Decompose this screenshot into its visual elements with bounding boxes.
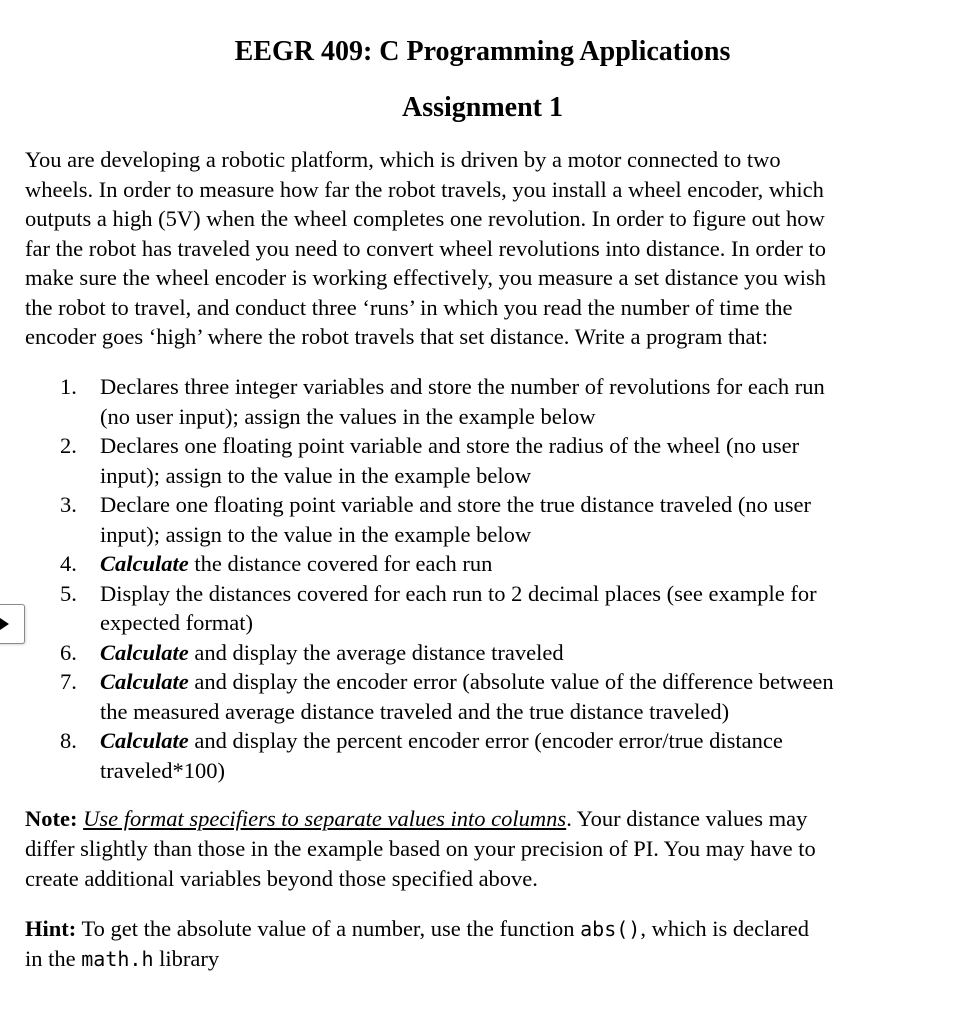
step-text: input); assign to the value in the example below <box>100 462 532 488</box>
note-label: Note: <box>25 806 78 831</box>
step-text-line <box>100 638 950 668</box>
step-text-line <box>100 726 950 756</box>
step-text-line <box>100 667 950 697</box>
play-arrow-icon <box>0 618 9 630</box>
step-number: 4. <box>60 551 77 576</box>
step-text: and display the average distance traveled <box>188 639 564 665</box>
step-text: Declares three integer variables and store the number of revolutions for each run <box>100 374 825 399</box>
requirements-list <box>0 372 950 785</box>
math-library-code: math.h <box>81 947 154 971</box>
list-item-step-5 <box>0 579 950 638</box>
hint-text: , which is declared <box>640 916 810 941</box>
document-title: EEGR 409: C Programming Applications <box>234 36 731 67</box>
step-text: the distance covered for each run <box>188 551 493 576</box>
hint-paragraph <box>25 914 950 974</box>
step-text: Display the distances covered for each run to 2 decimal places (see example for <box>100 580 817 606</box>
intro-line: You are developing a robotic platform, which is driven by a motor connected to two <box>25 147 781 172</box>
calculate-keyword: Calculate <box>100 551 189 576</box>
step-number: 3. <box>60 492 77 517</box>
step-number: 5. <box>60 580 77 606</box>
list-item-step-3 <box>0 490 950 549</box>
hint-text: To get the absolute value of a number, use the function <box>76 916 581 941</box>
step-text: expected format) <box>100 610 254 635</box>
intro-line: encoder goes ‘high’ where the robot travels that set distance. Write a program that: <box>25 324 768 349</box>
list-item-step-7 <box>0 667 950 726</box>
note-text: create additional variables beyond those specified above. <box>25 866 538 891</box>
calculate-keyword: Calculate <box>100 669 189 694</box>
intro-line: make sure the wheel encoder is working effectively, you measure a set distance you wish <box>25 265 826 290</box>
list-item-step-6 <box>0 638 950 668</box>
calculate-keyword: Calculate <box>100 728 189 753</box>
side-expand-tab[interactable] <box>0 604 25 644</box>
step-text: and display the encoder error (absolute value of the difference between <box>188 669 834 694</box>
hint-text: library <box>153 946 220 971</box>
list-item-step-1 <box>0 372 950 431</box>
intro-line: far the robot has traveled you need to convert wheel revolutions into distance. In order to <box>25 235 826 261</box>
calculate-keyword: Calculate <box>100 639 189 665</box>
step-text-line <box>100 549 950 579</box>
step-text: and display the percent encoder error (encoder error/true distance <box>188 728 783 753</box>
assignment-subtitle: Assignment 1 <box>401 92 563 123</box>
note-paragraph <box>25 804 950 894</box>
step-text: input); assign to the value in the example below <box>100 521 532 547</box>
list-item-step-2 <box>0 431 950 490</box>
list-item-step-4 <box>0 549 950 579</box>
step-number: 8. <box>60 728 77 753</box>
step-text: Declare one floating point variable and store the true distance traveled (no user <box>100 492 811 517</box>
hint-label: Hint: <box>25 916 77 941</box>
intro-line: the robot to travel, and conduct three ‘runs’ in which you read the number of time the <box>25 294 793 320</box>
step-text: traveled*100) <box>100 757 225 783</box>
note-emphasis: Use format specifiers to separate values into columns <box>83 806 567 831</box>
step-text: Declares one floating point variable and store the radius of the wheel (no user <box>100 433 800 458</box>
intro-line: wheels. In order to measure how far the robot travels, you install a wheel encoder, which <box>25 176 824 202</box>
abs-function-code: abs() <box>580 917 641 941</box>
step-number: 7. <box>60 669 77 694</box>
intro-paragraph <box>25 145 950 352</box>
note-text: . Your distance values may <box>566 806 808 831</box>
intro-line: outputs a high (5V) when the wheel completes one revolution. In order to figure out how <box>25 206 825 231</box>
step-number: 6. <box>60 639 77 665</box>
note-text: differ slightly than those in the example based on your precision of PI. You may have to <box>25 836 816 861</box>
step-text: (no user input); assign the values in the example below <box>100 403 596 429</box>
hint-text: in the <box>25 946 82 971</box>
list-item-step-8 <box>0 726 950 785</box>
step-text: the measured average distance traveled and the true distance traveled) <box>100 698 730 724</box>
step-number: 1. <box>60 374 77 399</box>
step-number: 2. <box>60 433 77 458</box>
